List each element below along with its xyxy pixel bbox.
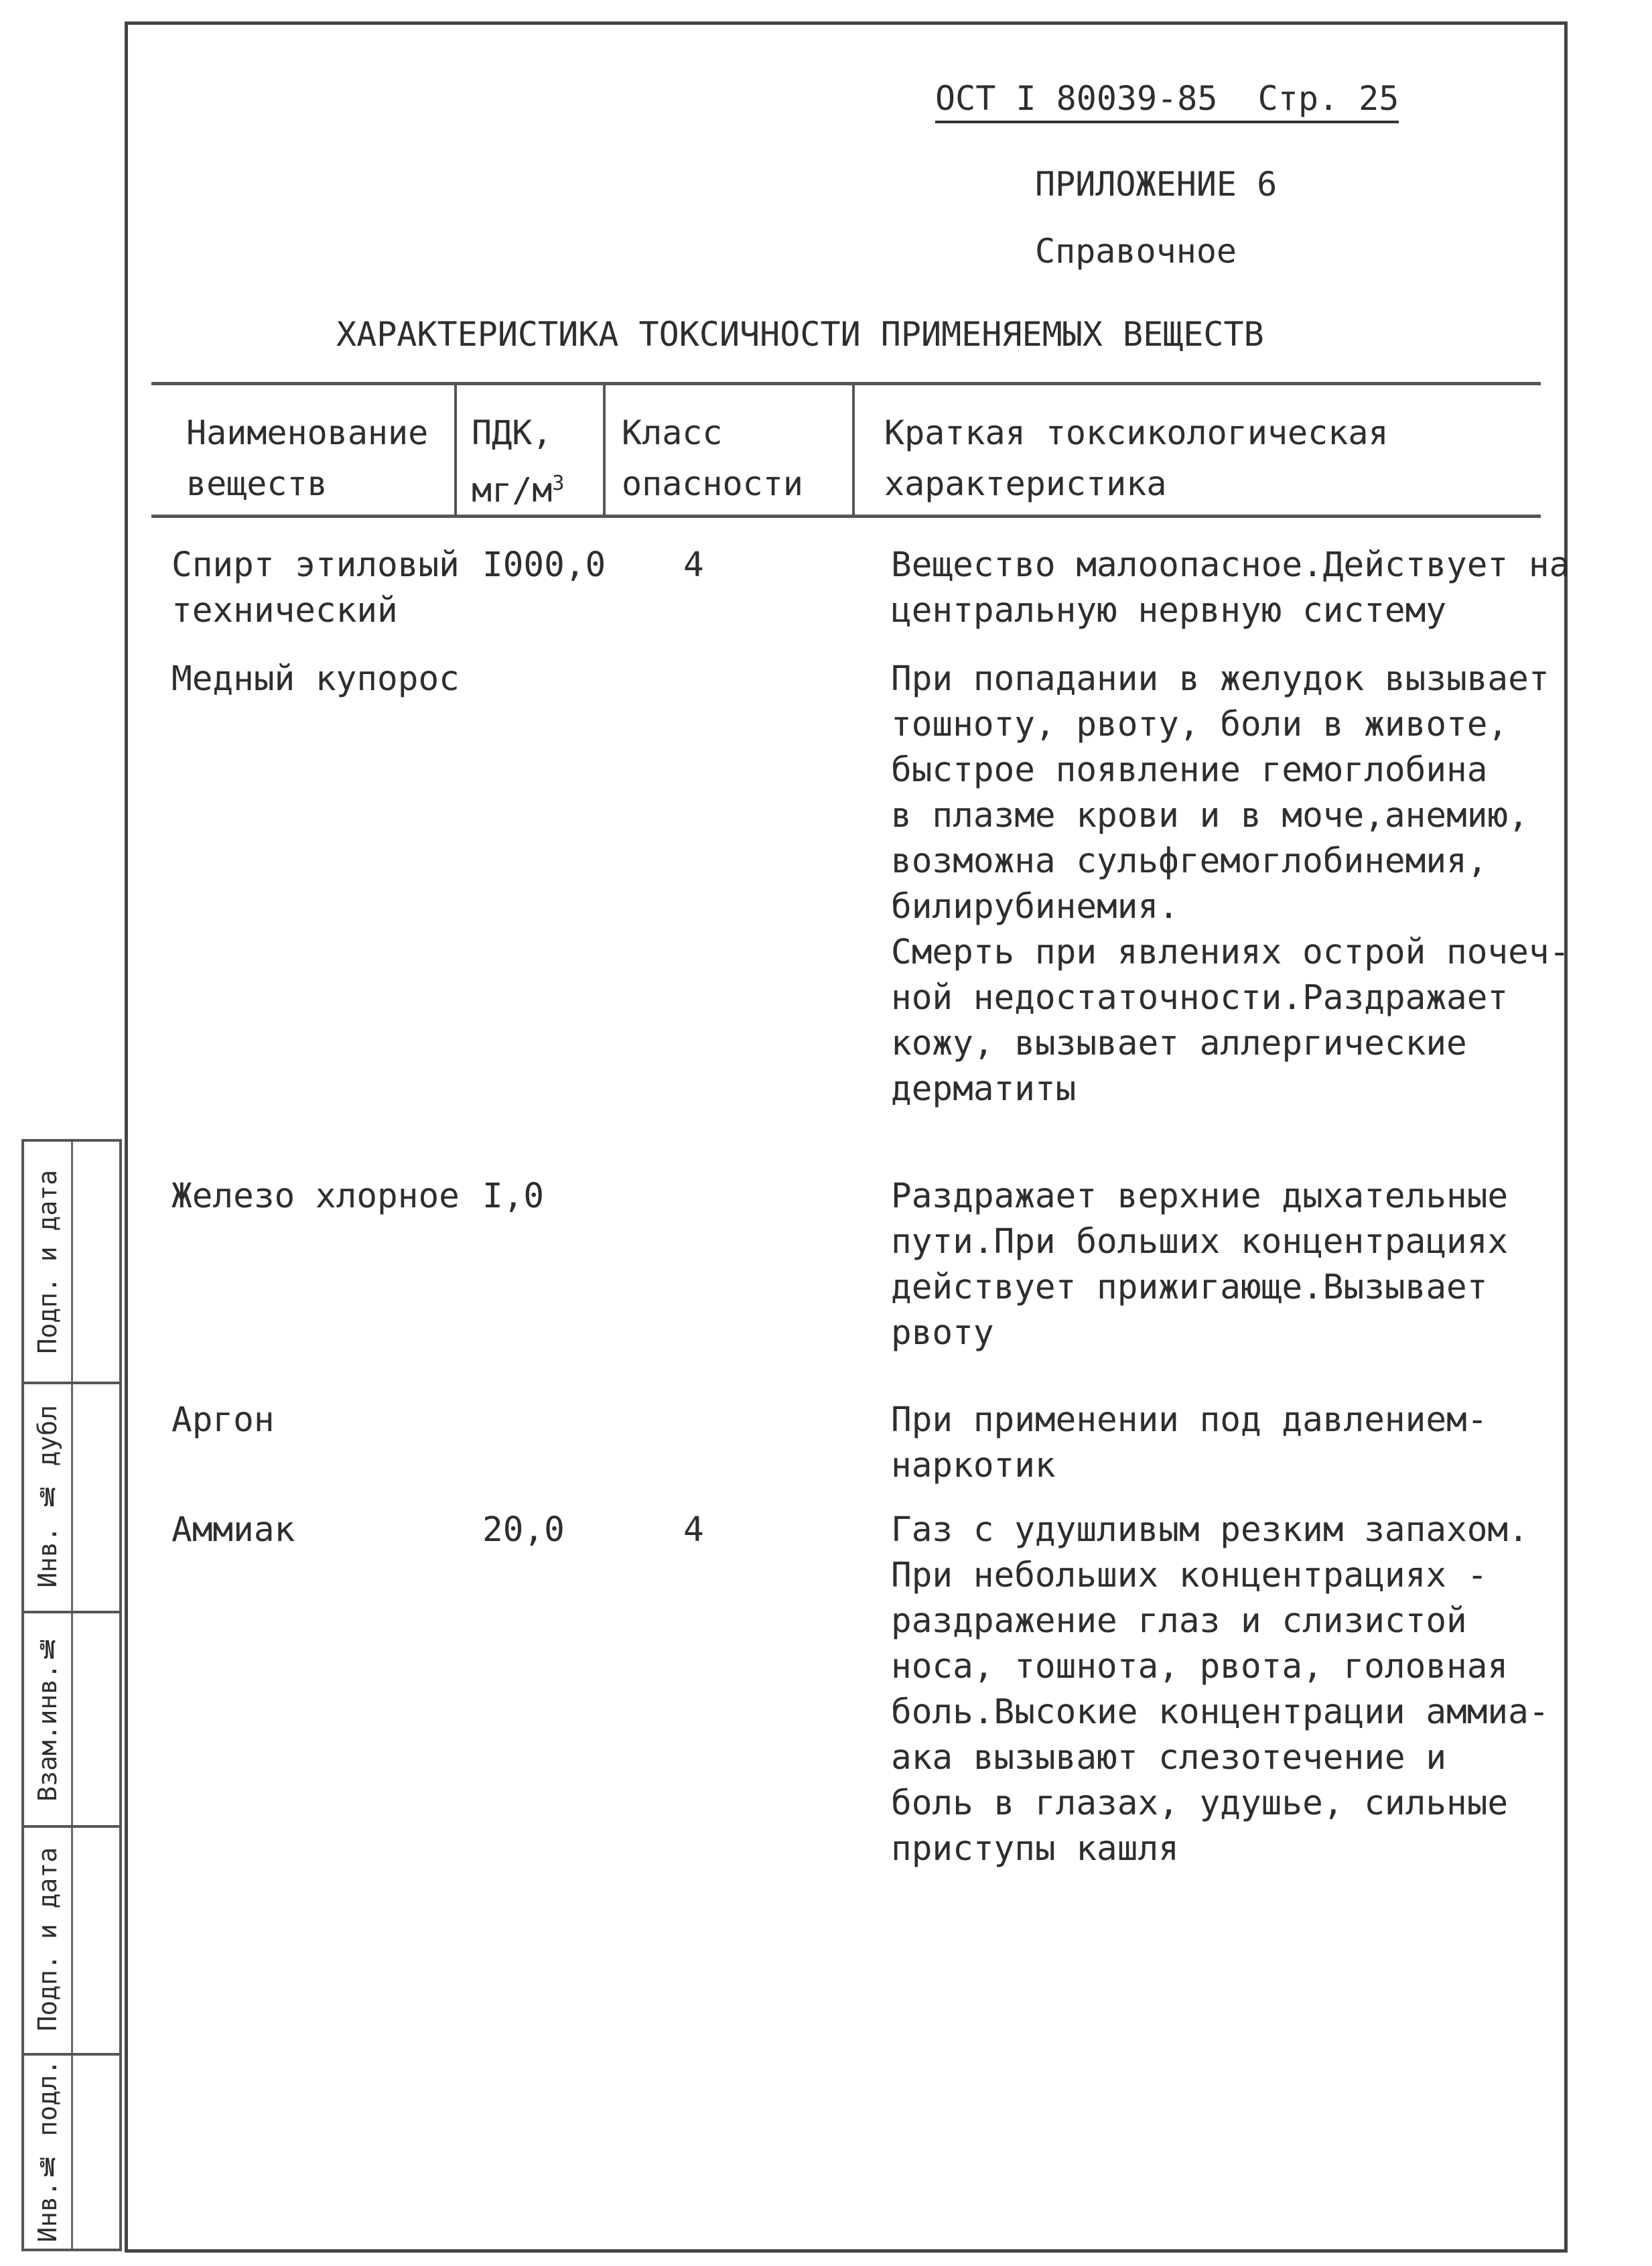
column-divider: [603, 383, 606, 515]
header-name: Наименование веществ: [186, 413, 429, 503]
header-description: Краткая токсикологическая характеристика: [884, 413, 1389, 503]
row-name: Аммиак: [171, 1510, 295, 1550]
table-header-rule: [151, 515, 1541, 518]
row-description: При применении под давлением- наркотик: [891, 1400, 1488, 1485]
row-class: 4: [683, 1510, 704, 1550]
row-pdk: I000,0: [482, 545, 606, 585]
row-description: Раздражает верхние дыхательные пути.При больших концентрациях действует прижигающе.Вызывает рвоту: [891, 1177, 1509, 1353]
row-class: 4: [683, 545, 704, 585]
column-divider: [454, 383, 457, 515]
reference-label: Справочное: [1035, 232, 1237, 271]
row-description: При попадании в желудок вызывает тошноту, рвоту, боли в животе, быстрое появление гемоглобина в плазме крови и в моче,анемию, возможна сульфгемоглобинемия, билирубинемия. Смерть при явлениях острой почеч- ной недостаточности.Раздражает кожу, вызывает аллергические дерматиты: [891, 659, 1570, 1109]
side-stamp-label: Подп. и дата: [33, 1847, 62, 2031]
side-stamp: [21, 1139, 122, 2251]
row-pdk: I,0: [482, 1177, 545, 1216]
page-frame: [125, 21, 1568, 2253]
side-stamp-label: Подп. и дата: [33, 1169, 62, 1354]
row-pdk: 20,0: [482, 1510, 565, 1550]
row-name: Железо хлорное: [171, 1177, 460, 1216]
row-description: Газ с удушливым резким запахом. При небольших концентрациях - раздражение глаз и слизистой носа, тошнота, рвота, головная боль.Высокие концентрации аммиа- ака вызывают слезотечение и боль в глазах, удушье, сильные приступы кашля: [891, 1510, 1550, 1869]
row-name: Аргон: [171, 1400, 275, 1440]
table-top-rule: [151, 382, 1541, 385]
row-description: Вещество малоопасное.Действует на центральную нервную систему: [891, 545, 1570, 630]
appendix-label: ПРИЛОЖЕНИЕ 6: [1035, 165, 1278, 204]
side-stamp-label: Взам.инв.№: [33, 1634, 62, 1802]
table-title: ХАРАКТЕРИСТИКА ТОКСИЧНОСТИ ПРИМЕНЯЕМЫХ ВЕЩЕСТВ: [336, 315, 1264, 354]
side-stamp-divider: [71, 1142, 73, 2249]
header-class: Класс опасности: [622, 413, 803, 503]
side-stamp-label: Инв. № дубл: [33, 1404, 62, 1588]
side-stamp-label: Инв.№ подл.: [33, 2059, 62, 2243]
row-name: Спирт этиловый технический: [171, 545, 460, 630]
column-divider: [852, 383, 855, 515]
header-pdk: ПДК, $мг/м^3$: [472, 413, 565, 510]
document-code: ОСТ I 80039-85 Стр. 25: [935, 79, 1399, 123]
row-name: Медный купорос: [171, 659, 460, 699]
